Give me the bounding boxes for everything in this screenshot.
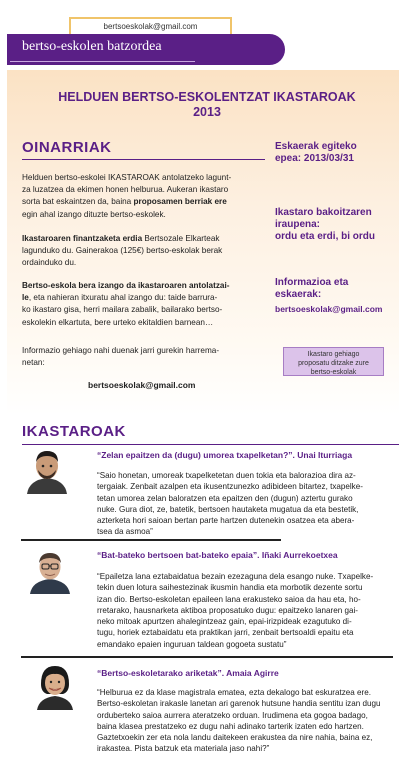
text-line: Bertso-eskola bera izango da ikastaroaren antolatzai- xyxy=(22,281,230,290)
course-title: “Bertso-eskoletarako ariketak”. Amaia Agirre xyxy=(97,668,279,678)
text-line: irakastea. Pista batzuk eta materiala jaso nahi?” xyxy=(97,744,270,754)
paragraph-organizer xyxy=(22,280,264,329)
text-line: lagunduko du. Gainerakoa (125€) bertso-eskolak berak xyxy=(22,246,223,256)
button-text-line: bertso-eskolak xyxy=(310,369,357,376)
organization-name: bertso-eskolen batzordea xyxy=(22,39,162,54)
text-line: Informazio gehiago nahi duenak jarri gurekin harrema- xyxy=(22,346,220,355)
text-line: Bertso-eskoletan irakasle lanetan ari garenok hutsune handia sentitu izan dugu xyxy=(97,699,381,709)
text-span: sorta bat eskaintzen da, baina xyxy=(22,197,134,207)
text-line: epea: 2013/03/31 xyxy=(275,153,354,164)
text-line: azterketa hori saioan bertan parte hartzen dutenekin osatzea eta abera- xyxy=(97,516,355,526)
text-line: eskaerak: xyxy=(275,289,322,300)
section-heading-oinarriak: OINARRIAK xyxy=(22,139,112,156)
text-line: Helduen bertso-eskolei IKASTAROAK antolatzeko lagunt- xyxy=(22,173,232,182)
text-line: nuke. Gura diot, ze, batetik, bertsoen hautaketa mugatua da eta bestetik, xyxy=(97,504,359,514)
bold-text: proposamen berriak ere xyxy=(133,197,227,207)
contact-email-link[interactable]: bertsoeskolak@gmail.com xyxy=(88,380,196,390)
text-line: tekin duen lotura saihestezinak ikusmin handia eta morbotik dezente sortu xyxy=(97,583,363,593)
course-description xyxy=(97,687,395,755)
deadline-info xyxy=(275,141,403,165)
portrait-inaki-aurrekoetxea-icon xyxy=(28,546,72,594)
course-divider xyxy=(21,539,281,541)
text-line: neko mitoak apurtzen ahalegintzeaz gain, epai-irizpideak ezagutuko di- xyxy=(97,617,352,627)
portrait-unai-iturriaga-icon xyxy=(25,446,69,494)
text-span: , eta nahieran itxuratu ahal izango du: taide barrura- xyxy=(28,293,218,303)
course-description xyxy=(97,470,395,538)
text-line: tetan umorea zelan baloratzen eta epaitzen den (dugun) aztertu gurako xyxy=(97,493,353,503)
heading-rule xyxy=(22,159,265,160)
banner-underline xyxy=(10,61,195,62)
button-text-line: proposatu ditzake zure xyxy=(298,360,369,367)
text-line: Gaztetxoekin zer eta nola landu daitekeen erakustea da nire nahia, baina ez, xyxy=(97,733,373,743)
text-line: baina klasea prestatzeko ez dugu nahi adinako tarterik izaten edo hartzen. xyxy=(97,721,364,731)
text-line: “Saio honetan, umoreak txapelketetan duen tokia eta balorazioa dira az- xyxy=(97,471,356,480)
heading-rule xyxy=(22,444,399,445)
paragraph-purpose xyxy=(22,172,264,221)
text-line xyxy=(22,233,264,245)
text-line: ordainduko du. xyxy=(22,258,77,268)
page-title-year: 2013 xyxy=(193,105,221,119)
course-divider xyxy=(21,656,393,658)
propose-courses-button[interactable] xyxy=(283,347,384,376)
course-description xyxy=(97,571,395,650)
text-line: Ikastaro bakoitzaren xyxy=(275,207,372,218)
text-line xyxy=(22,292,264,304)
text-line: ko ikastaro gisa, herri mailara zabalik, bailarako bertso- xyxy=(22,305,223,315)
course-title: “Bat-bateko bertsoen bat-bateko epaia”. Iñaki Aurrekoetxea xyxy=(97,550,338,560)
duration-info xyxy=(275,207,403,243)
text-line: “Epailetza lana eztabaidatua bezain ezezaguna dela esango nuke. Txapelke- xyxy=(97,572,374,581)
page-title xyxy=(40,90,374,120)
text-line: “Helburua ez da klase magistrala ematea, ezta dekalogo bat eskuratzea ere. xyxy=(97,688,371,697)
text-line: tugu, horiek eztabaidatu eta praktikan jarri, zenbait bertsoaldi epaitu eta xyxy=(97,628,354,638)
text-line: iraupena: xyxy=(275,219,321,230)
text-line: Informazioa eta xyxy=(275,277,349,288)
text-line: Eskaerak egiteko xyxy=(275,141,357,152)
bold-text: Ikastaroaren finantzaketa erdia xyxy=(22,234,143,243)
text-span: Bertsozale Elkarteak xyxy=(142,234,220,243)
text-line: orduberteko saioa aurrera ateratzeko orduan. Irudimena eta gogoa badago, xyxy=(97,710,368,720)
info-requests xyxy=(275,277,403,301)
page-title-line1: HELDUEN BERTSO-ESKOLENTZAT IKASTAROAK xyxy=(58,90,356,104)
bold-text: le xyxy=(22,293,29,303)
paragraph-contact xyxy=(22,345,264,369)
course-title: “Zelan epaitzen da (dugu) umorea txapelketan?”. Unai Iturriaga xyxy=(97,450,353,460)
section-heading-ikastaroak: IKASTAROAK xyxy=(22,423,126,440)
header-email[interactable]: bertsoeskolak@gmail.com xyxy=(69,17,232,36)
text-line: ordu eta erdi, bi ordu xyxy=(275,231,376,242)
text-line: tergaiak. Zenbait azalpen eta ikusentzunezko adibideen bitartez, txapelke- xyxy=(97,482,363,492)
text-line: rretarako, hausnarketa aktiboa proposatuko dugu: epaitzeko lanaren gai- xyxy=(97,605,358,615)
text-line: netan: xyxy=(22,358,45,368)
portrait-amaia-agirre-icon xyxy=(33,662,77,710)
text-line: egin ahal izango dituzte bertso-eskolek. xyxy=(22,209,166,219)
button-text-line: Ikastaro gehiago xyxy=(307,351,360,358)
text-line: izan dio. Bertso-eskoletan epaileen lana erakusteko saioa da hau eta, ho- xyxy=(97,594,361,604)
text-line xyxy=(22,196,264,208)
text-line: tsea da asmoa” xyxy=(97,527,153,537)
text-line: emandako epaien inguruan taldean gogoeta sustatu” xyxy=(97,639,287,649)
text-line: za luzatzea da ekimen honen helburua. Aukeran ikastaro xyxy=(22,185,229,195)
sidebar-email-link[interactable]: bertsoeskolak@gmail.com xyxy=(275,304,383,314)
paragraph-financing xyxy=(22,233,264,270)
text-line: eskolekin elkartuta, bere urteko ekitaldien barnean… xyxy=(22,317,214,327)
